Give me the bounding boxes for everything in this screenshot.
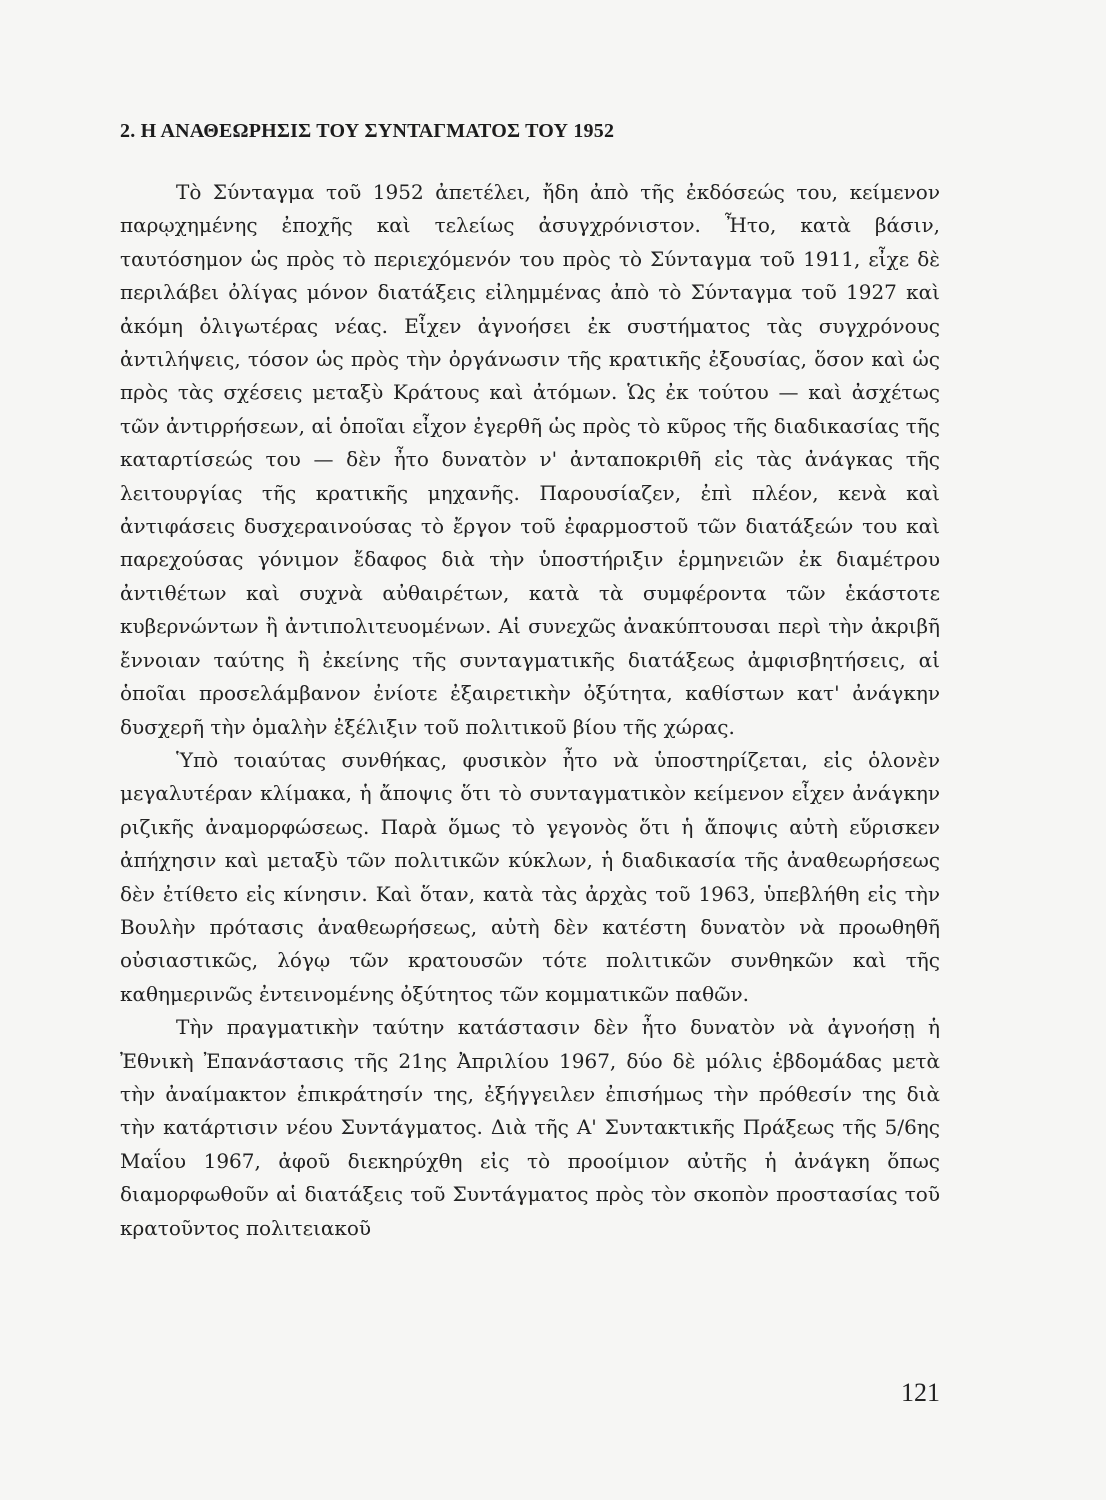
body-text: [120, 176, 940, 1245]
page-number: 121: [901, 1378, 940, 1407]
paragraph-2: Ὑπὸ τοιαύτας συνθήκας, φυσικὸν ἦτο νὰ ὑποστηρίζεται, εἰς ὁλονὲν μεγαλυτέραν κλίμακα, ἡ ἄποψις ὅτι τὸ συνταγματικὸν κείμενον εἶχεν ἀνάγκην ριζικῆς ἀναμορφώσεως. Παρὰ ὅμως τὸ γεγονὸς ὅτι ἡ ἄποψις αὐτὴ εὕρισκεν ἀπήχησιν καὶ μεταξὺ τῶν πολιτικῶν κύκλων, ἡ διαδικασία τῆς ἀναθεωρήσεως δὲν ἐτίθετο εἰς κίνησιν. Καὶ ὅταν, κατὰ τὰς ἀρχὰς τοῦ 1963, ὑπεβλήθη εἰς τὴν Βουλὴν πρότασις ἀναθεωρήσεως, αὐτὴ δὲν κατέστη δυνατὸν νὰ προωθηθῆ οὐσιαστικῶς, λόγῳ τῶν κρατουσῶν τότε πολιτικῶν συνθηκῶν καὶ τῆς καθημερινῶς ἐντεινομένης ὀξύτητος τῶν κομματικῶν παθῶν.: [120, 747, 940, 1006]
paragraph-1: Τὸ Σύνταγμα τοῦ 1952 ἀπετέλει, ἤδη ἀπὸ τῆς ἐκδόσεώς του, κείμενον παρῳχημένης ἐποχῆς καὶ τελείως ἀσυγχρόνιστον. Ἦτο, κατὰ βάσιν, ταυτόσημον ὡς πρὸς τὸ περιεχόμενόν του πρὸς τὸ Σύνταγμα τοῦ 1911, εἶχε δὲ περιλάβει ὀλίγας μόνον διατάξεις εἰλημμένας ἀπὸ τὸ Σύνταγμα τοῦ 1927 καὶ ἀκόμη ὀλιγωτέρας νέας. Εἶχεν ἀγνοήσει ἐκ συστήματος τὰς συγχρόνους ἀντιλήψεις, τόσον ὡς πρὸς τὴν ὀργάνωσιν τῆς κρατικῆς ἐξουσίας, ὅσον καὶ ὡς πρὸς τὰς σχέσεις μεταξὺ Κράτους καὶ ἀτόμων. Ὡς ἐκ τούτου — καὶ ἀσχέτως τῶν ἀντιρρήσεων, αἱ ὁποῖαι εἶχον ἐγερθῆ ὡς πρὸς τὸ κῦρος τῆς διαδικασίας τῆς καταρτίσεώς του — δὲν ἦτο δυνατὸν ν' ἀνταποκριθῆ εἰς τὰς ἀνάγκας τῆς λειτουργίας τῆς κρατικῆς μηχανῆς. Παρουσίαζεν, ἐπὶ πλέον, κενὰ καὶ ἀντιφάσεις δυσχεραινούσας τὸ ἔργον τοῦ ἐφαρμοστοῦ τῶν διατάξεών του καὶ παρεχούσας γόνιμον ἔδαφος διὰ τὴν ὑποστήριξιν ἑρμηνειῶν ἐκ διαμέτρου ἀντιθέτων καὶ συχνὰ αὐθαιρέτων, κατὰ τὰ συμφέροντα τῶν ἑκάστοτε κυβερνώντων ἢ ἀντιπολιτευομένων. Αἱ συνεχῶς ἀνακύπτουσαι περὶ τὴν ἀκριβῆ ἔννοιαν ταύτης ἢ ἐκείνης τῆς συνταγματικῆς διατάξεως ἀμφισβητήσεις, αἱ ὁποῖαι προσελάμβανον ἐνίοτε ἐξαιρετικὴν ὀξύτητα, καθίστων κατ' ἀνάγκην δυσχερῆ τὴν ὁμαλὴν ἐξέλιξιν τοῦ πολιτικοῦ βίου τῆς χώρας.: [120, 180, 940, 739]
section-heading: 2. Η ΑΝΑΘΕΩΡΗΣΙΣ ΤΟΥ ΣΥΝΤΑΓΜΑΤΟΣ ΤΟΥ 1952: [120, 120, 615, 142]
paragraph-3: Τὴν πραγματικὴν ταύτην κατάστασιν δὲν ἦτο δυνατὸν νὰ ἀγνοήσῃ ἡ Ἐθνικὴ Ἐπανάστασις τῆς 21ης Ἀπριλίου 1967, δύο δὲ μόλις ἑβδομάδας μετὰ τὴν ἀναίμακτον ἐπικράτησίν της, ἐξήγγειλεν ἐπισήμως τὴν πρόθεσίν της διὰ τὴν κατάρτισιν νέου Συντάγματος. Διὰ τῆς Α' Συντακτικῆς Πράξεως τῆς 5/6ης Μαΐου 1967, ἀφοῦ διεκηρύχθη εἰς τὸ προοίμιον αὐτῆς ἡ ἀνάγκη ὅπως διαμορφωθοῦν αἱ διατάξεις τοῦ Συντάγματος πρὸς τὸν σκοπὸν προστασίας τοῦ κρατοῦντος πολιτειακοῦ: [120, 1015, 940, 1240]
